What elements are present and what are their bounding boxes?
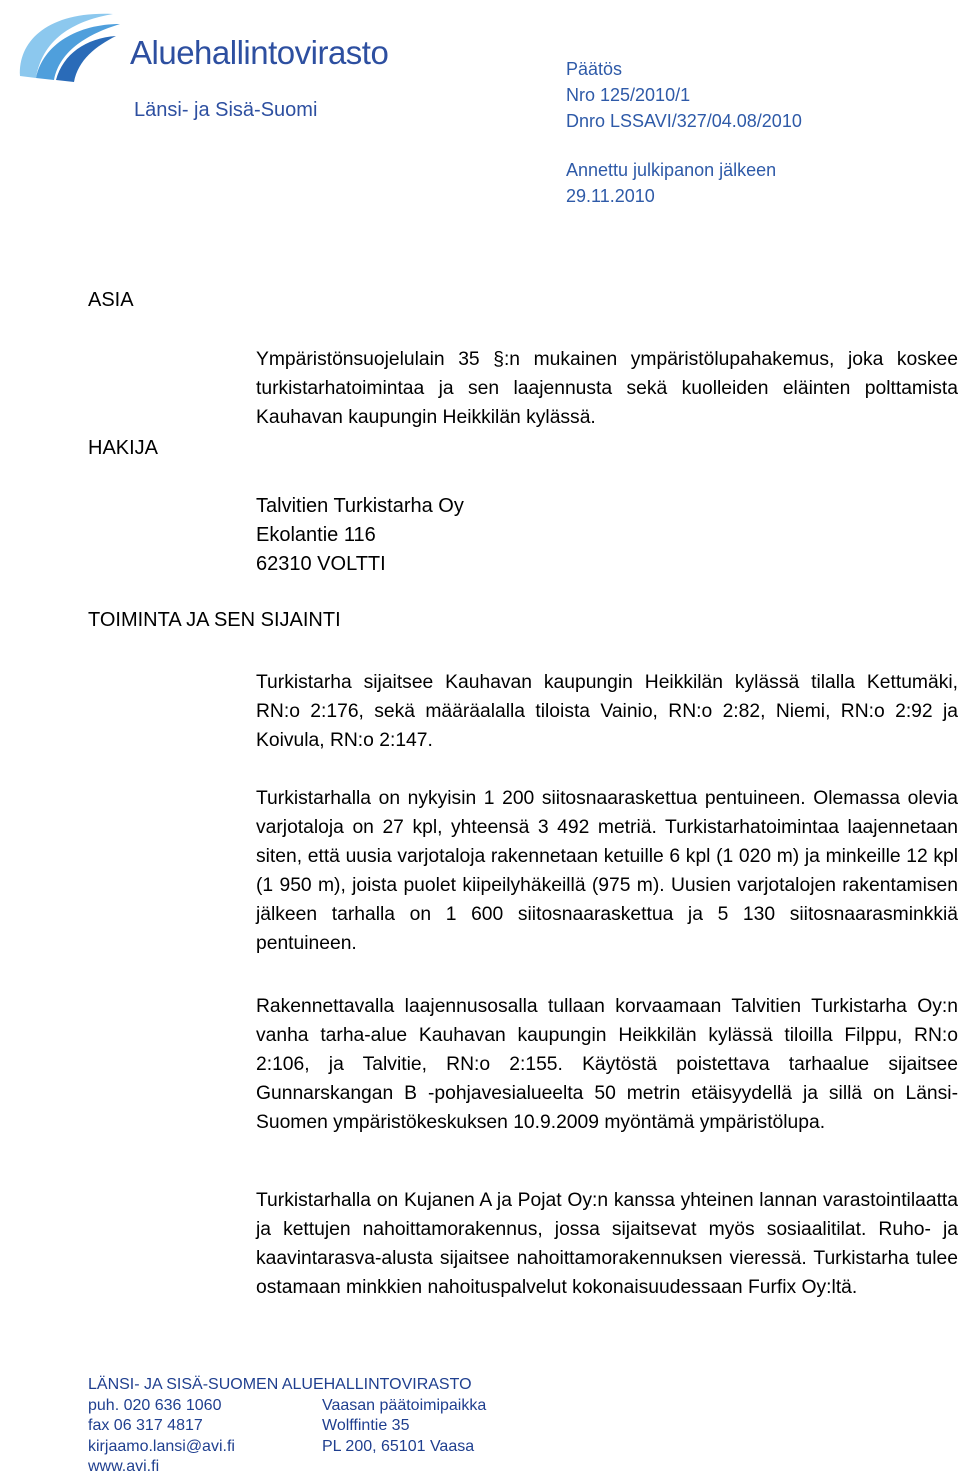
logo-name: Aluehallintovirasto [130,34,389,71]
paragraph-3 [256,992,958,1137]
issued-label: Annettu julkipanon jälkeen [566,160,777,180]
footer-web[interactable]: www.avi.fi [88,1458,160,1475]
decision-number: Nro 125/2010/1 [566,85,691,105]
paragraph-2 [256,784,958,958]
paragraph-1 [256,668,958,755]
logo-emblem-icon [8,6,138,96]
footer-fax: fax 06 317 4817 [88,1417,203,1434]
footer-office: Vaasan päätoimipaikka [322,1396,487,1414]
footer-street: Wolffintie 35 [322,1417,410,1434]
footer [88,1375,486,1478]
paragraph-4 [256,1186,958,1302]
diary-number: Dnro LSSAVI/327/04.08/2010 [566,111,802,131]
paragraph-text: Turkistarha sijaitsee Kauhavan kaupungin Heikkilän kylässä tilalla Kettumäki, RN:o 2:176, sekä määräalalla tiloista Vainio, RN:o 2:82, Niemi, RN:o 2:92 ja Koivula, RN:o 2:147. [256,672,958,751]
applicant-street: Ekolantie 116 [256,524,376,546]
applicant-city: 62310 VOLTTI [256,553,386,575]
issued-date: 29.11.2010 [566,186,655,206]
section-label-hakija: HAKIJA [88,437,159,459]
decision-info [566,56,802,209]
section-label-asia: ASIA [88,289,134,311]
paragraph-text: Turkistarhalla on nykyisin 1 200 siitosnaaraskettua pentuineen. Olemassa olevia varjotaloja on 27 kpl, yhteensä 3 492 metriä. Turkistarhatoimintaa laajennetaan siten, että uusia varjotaloja rakennetaan ketuille 6 kpl (1 020 m) ja minkeille 12 kpl (1 950 m), joista puolet kiipeilyhäkeillä (975 m). Uusien varjotalojen rakentamisen jälkeen tarhalla on 1 600 siitosnaaraskettua ja 5 130 siitosnaarasminkkiä pentuineen. [256,788,958,954]
applicant-name: Talvitien Turkistarha Oy [256,495,464,517]
asia-text [256,345,958,432]
footer-email[interactable]: kirjaamo.lansi@avi.fi [88,1437,235,1455]
logo-region: Länsi- ja Sisä-Suomi [134,99,318,121]
paragraph-text: Rakennettavalla laajennusosalla tullaan korvaamaan Talvitien Turkistarha Oy:n vanha tarha-alue Kauhavan kaupungin Heikkilän kylässä tiloilla Filppu, RN:o 2:106, ja Talvitie, RN:o 2:155. Käytöstä poistettava tarhaalue sijaitsee Gunnarskangan B -pohjavesialueelta 50 metrin etäisyydellä ja sillä on Länsi-Suomen ympäristökeskuksen 10.9.2009 myöntämä ympäristölupa. [256,996,958,1133]
footer-org: LÄNSI- JA SISÄ-SUOMEN ALUEHALLINTOVIRASTO [88,1376,472,1393]
section-label-toiminta: TOIMINTA JA SEN SIJAINTI [88,609,341,631]
decision-title: Päätös [566,59,623,79]
paragraph-text: Turkistarhalla on Kujanen A ja Pojat Oy:n kanssa yhteinen lannan varastointilaatta ja kettujen nahoittamorakennus, jossa sijaitsevat myös sosiaalitilat. Ruho- ja kaavintarasva-alusta sijaitsee nahoittamorakennuksen vieressä. Turkistarha tulee ostamaan minkkien nahoituspalvelut kokonaisuudessaan Furfix Oy:ltä. [256,1190,958,1298]
footer-postal: PL 200, 65101 Vaasa [322,1437,475,1455]
footer-phone: puh. 020 636 1060 [88,1396,222,1414]
applicant-address [256,492,464,579]
asia-paragraph: Ympäristönsuojelulain 35 §:n mukainen ympäristölupahakemus, joka koskee turkistarhatoimintaa ja sen laajennusta sekä kuolleiden eläinten polttamista Kauhavan kaupungin Heikkilän kylässä. [256,349,958,428]
